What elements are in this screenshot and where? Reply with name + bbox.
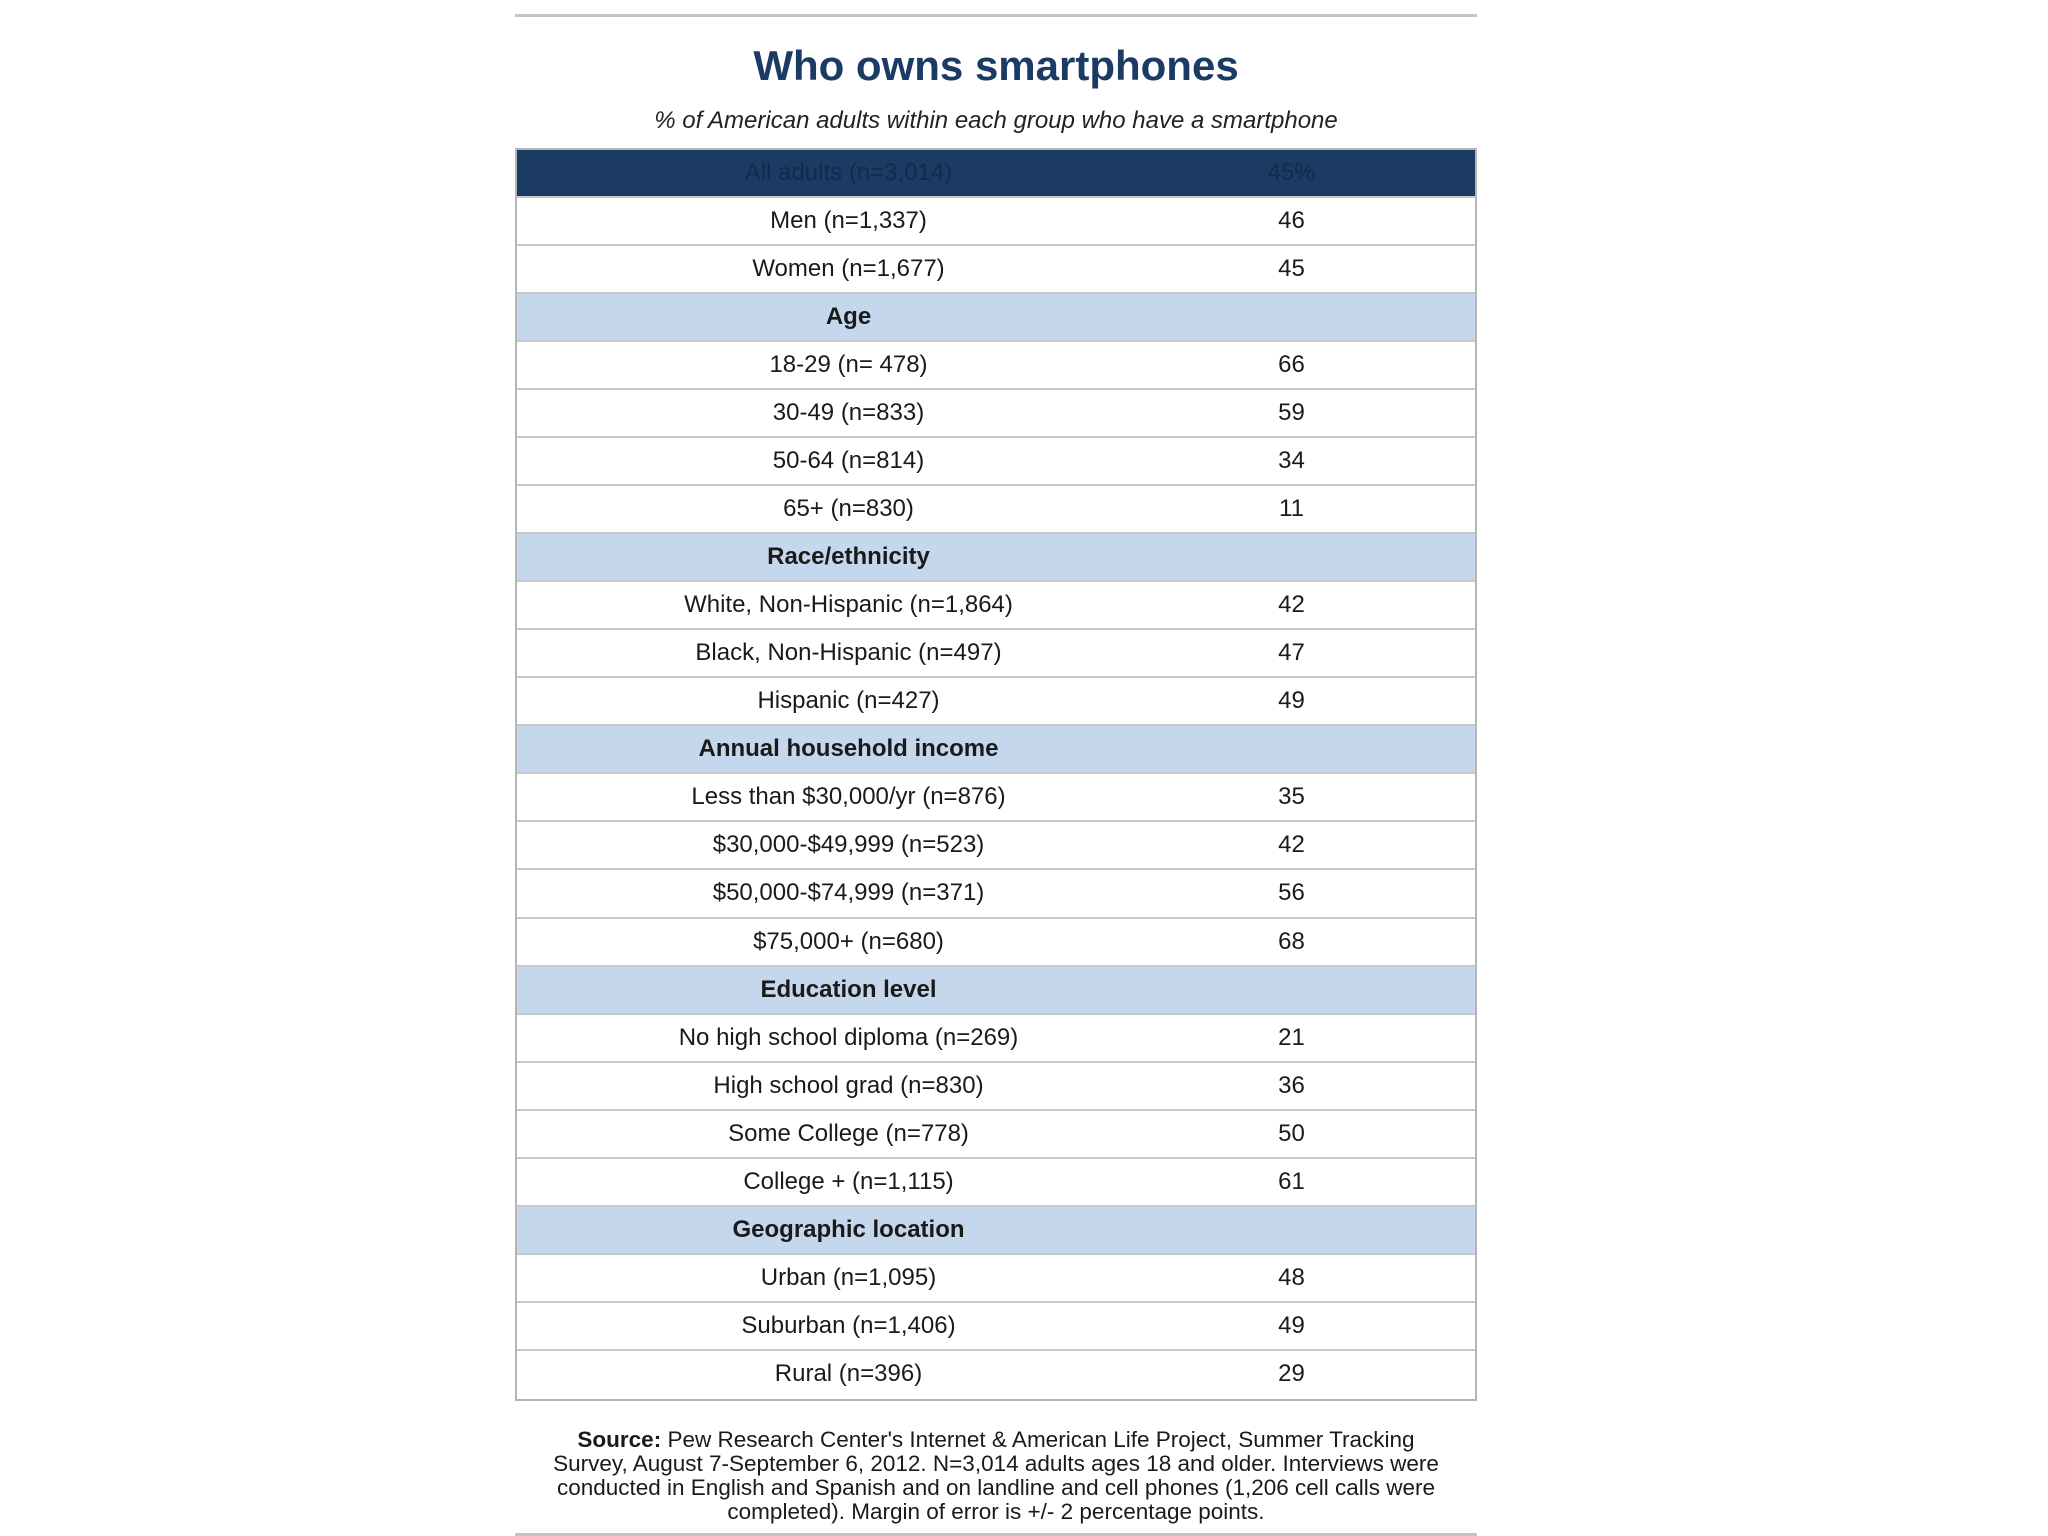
- row-label: $30,000-$49,999 (n=523): [712, 831, 985, 859]
- row-label: Suburban (n=1,406): [741, 1311, 956, 1339]
- row-value: 21: [1278, 1023, 1305, 1051]
- section-label: Age: [825, 303, 872, 331]
- row-value: 59: [1278, 399, 1305, 427]
- smartphone-ownership-table: [515, 148, 1477, 1401]
- table-row: [517, 438, 1475, 486]
- row-value: 66: [1278, 351, 1305, 379]
- table-row: [517, 342, 1475, 390]
- row-value: 49: [1278, 1311, 1305, 1339]
- row-label: $75,000+ (n=680): [753, 927, 944, 955]
- table-row: [517, 870, 1475, 918]
- table-row: [517, 582, 1475, 630]
- table-row: [517, 1015, 1475, 1063]
- row-value: 36: [1278, 1071, 1305, 1099]
- table-row: [517, 678, 1475, 726]
- row-label: Women (n=1,677): [752, 255, 945, 283]
- header-label: All adults (n=3,014): [744, 159, 953, 186]
- table-row: [517, 1111, 1475, 1159]
- row-label: Rural (n=396): [774, 1359, 923, 1387]
- table-row: [517, 630, 1475, 678]
- row-value: 46: [1278, 207, 1305, 235]
- source-text: Pew Research Center's Internet & American Life Project, Summer Tracking Survey, August 7-September 6, 2012. N=3,014 adults ages 18 and older. Interviews were conducted in English and Spanish and on landline and cell phones (1,206 cell calls were completed). Margin of error is +/- 2 percentage points.: [553, 1427, 1439, 1524]
- page-subtitle: % of American adults within each group who have a smartphone: [654, 107, 1338, 134]
- section-label: Geographic location: [732, 1215, 965, 1243]
- section-label: Race/ethnicity: [767, 543, 930, 571]
- document-page: [515, 14, 1477, 1534]
- row-label: Less than $30,000/yr (n=876): [691, 783, 1006, 811]
- section-header-row: [517, 534, 1475, 582]
- table-row: [517, 1303, 1475, 1351]
- row-label: Men (n=1,337): [770, 207, 927, 235]
- table-row: [517, 919, 1475, 967]
- table-row: [517, 390, 1475, 438]
- row-value: 45: [1278, 255, 1305, 283]
- row-label: Black, Non-Hispanic (n=497): [695, 639, 1002, 667]
- row-label: White, Non-Hispanic (n=1,864): [684, 591, 1013, 619]
- row-label: Urban (n=1,095): [760, 1263, 937, 1291]
- source-note: [543, 1428, 1449, 1524]
- source-label: Source:: [577, 1427, 662, 1452]
- row-label: Hispanic (n=427): [757, 687, 940, 715]
- table-row: [517, 822, 1475, 870]
- section-value: [1180, 294, 1475, 340]
- section-label: Annual household income: [698, 735, 999, 763]
- row-value: 47: [1278, 639, 1305, 667]
- row-label: 18-29 (n= 478): [769, 351, 928, 379]
- table-row: [517, 246, 1475, 294]
- table-row: [517, 1255, 1475, 1303]
- section-header-row: [517, 726, 1475, 774]
- row-label: High school grad (n=830): [713, 1071, 984, 1099]
- section-value: [1180, 726, 1475, 772]
- row-label: No high school diploma (n=269): [678, 1023, 1019, 1051]
- table-row: [517, 1159, 1475, 1207]
- row-label: 30-49 (n=833): [772, 399, 925, 427]
- row-label: College + (n=1,115): [743, 1167, 954, 1195]
- section-value: [1180, 967, 1475, 1013]
- row-value: 68: [1278, 927, 1305, 955]
- row-value: 42: [1278, 831, 1305, 859]
- page-title: Who owns smartphones: [753, 42, 1239, 89]
- section-value: [1180, 534, 1475, 580]
- header-value: 45%: [1267, 159, 1316, 186]
- row-label: 50-64 (n=814): [772, 447, 925, 475]
- table-row: [517, 1351, 1475, 1399]
- section-header-row: [517, 294, 1475, 342]
- row-value: 56: [1278, 879, 1305, 907]
- row-value: 61: [1278, 1167, 1305, 1195]
- row-label: 65+ (n=830): [783, 495, 914, 523]
- row-value: 35: [1278, 783, 1305, 811]
- row-value: 29: [1278, 1359, 1305, 1387]
- row-value: 42: [1278, 591, 1305, 619]
- section-value: [1180, 1207, 1475, 1253]
- table-row: [517, 198, 1475, 246]
- row-value: 34: [1278, 447, 1305, 475]
- table-row: [517, 486, 1475, 534]
- section-label: Education level: [760, 975, 937, 1003]
- row-label: $50,000-$74,999 (n=371): [712, 879, 985, 907]
- section-header-row: [517, 967, 1475, 1015]
- row-label: Some College (n=778): [728, 1119, 969, 1147]
- row-value: 48: [1278, 1263, 1305, 1291]
- table-header-row: [517, 150, 1475, 198]
- row-value: 49: [1278, 687, 1305, 715]
- top-divider: [515, 14, 1477, 17]
- table-body: [517, 198, 1475, 1399]
- row-value: 11: [1279, 495, 1304, 523]
- table-row: [517, 1063, 1475, 1111]
- table-row: [517, 774, 1475, 822]
- section-header-row: [517, 1207, 1475, 1255]
- row-value: 50: [1278, 1119, 1305, 1147]
